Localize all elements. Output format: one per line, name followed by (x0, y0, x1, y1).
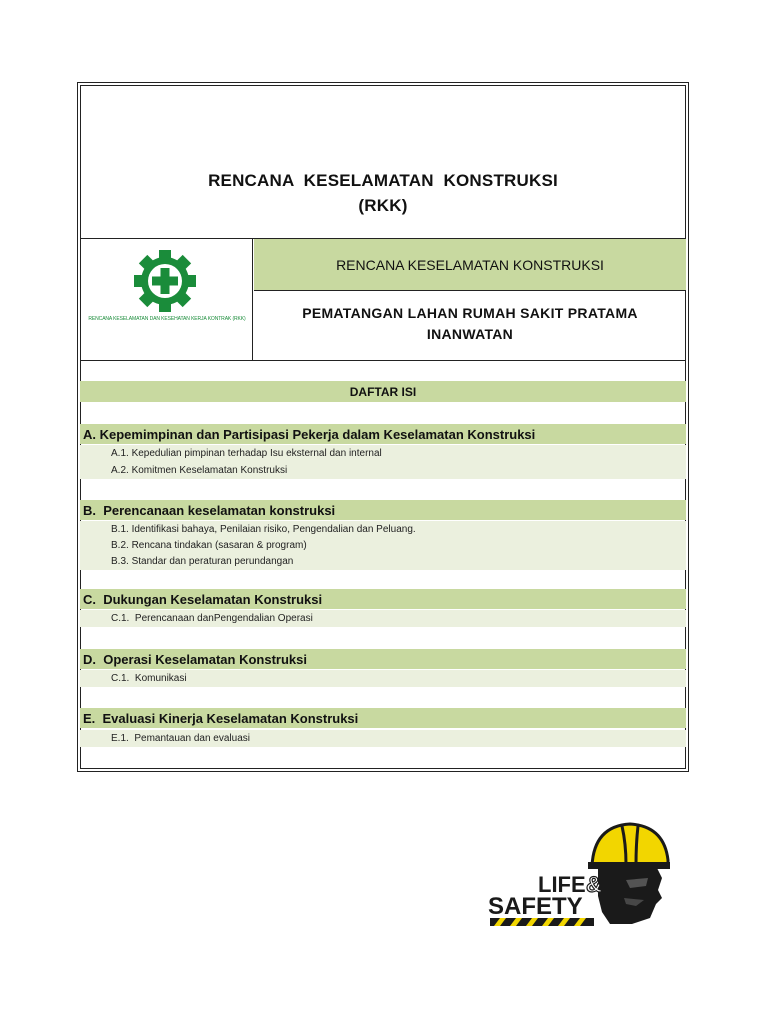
toc-item-a2[interactable]: A.2. Komitmen Keselamatan Konstruksi (80, 462, 686, 479)
logo-ampersand: & (586, 872, 602, 897)
life-safety-logo (486, 820, 670, 928)
toc-section-b-label: B. Perencanaan keselamatan konstruksi (83, 502, 336, 518)
toc-item-d1-label: C.1. Komunikasi (111, 673, 187, 684)
title-line-2: (RKK) (358, 196, 408, 215)
toc-item-d1[interactable] (80, 670, 686, 687)
toc-item-c1-label: C.1. Perencanaan danPengendalian Operasi (111, 613, 313, 624)
toc-item-b2[interactable]: B.2. Rencana tindakan (sasaran & program) (80, 537, 686, 554)
k3-logo (120, 250, 210, 314)
table-column-divider (252, 238, 253, 361)
table-bottom-rule (80, 360, 686, 361)
worker-helmet-icon (486, 820, 670, 928)
toc-section-e[interactable] (80, 708, 686, 728)
logo-caption: RENCANA KESELAMATAN DAN KESEHATAN KERJA KONTRAK (RKK) (88, 316, 246, 322)
project-header: RENCANA KESELAMATAN KONSTRUKSI (254, 239, 686, 290)
toc-item-c1[interactable] (80, 610, 686, 627)
toc-item-a1[interactable]: A.1. Kepedulian pimpinan terhadap Isu eksternal dan internal (80, 445, 686, 462)
toc-item-e1-label: E.1. Pemantauan dan evaluasi (111, 733, 250, 744)
project-name-line-2: INANWATAN (426, 326, 514, 342)
toc-title: DAFTAR ISI (80, 381, 686, 402)
project-name-line-1: PEMATANGAN LAHAN RUMAH SAKIT PRATAMA (302, 305, 638, 321)
toc-section-c-label: C. Dukungan Keselamatan Konstruksi (83, 591, 323, 607)
title-line-1: RENCANA KESELAMATAN KONSTRUKSI (208, 171, 558, 190)
logo-word-safety: SAFETY (488, 893, 583, 920)
toc-section-d[interactable] (80, 649, 686, 669)
document-title (80, 168, 686, 218)
toc-item-b3[interactable]: B.3. Standar dan peraturan perundangan (80, 553, 686, 570)
project-name (254, 303, 686, 345)
toc-section-b[interactable] (80, 500, 686, 520)
toc-section-e-label: E. Evaluasi Kinerja Keselamatan Konstruksi (83, 710, 359, 726)
table-middle-rule (254, 290, 686, 291)
toc-item-b1[interactable]: B.1. Identifikasi bahaya, Penilaian risiko, Pengendalian dan Peluang. (80, 521, 686, 538)
logo-word-life: LIFE (538, 872, 586, 897)
toc-section-c[interactable] (80, 589, 686, 609)
toc-section-a[interactable]: A. Kepemimpinan dan Partisipasi Pekerja dalam Keselamatan Konstruksi (80, 424, 686, 444)
toc-item-e1[interactable] (80, 730, 686, 747)
gear-cross-icon (120, 250, 210, 314)
toc-section-d-label: D. Operasi Keselamatan Konstruksi (83, 651, 307, 667)
